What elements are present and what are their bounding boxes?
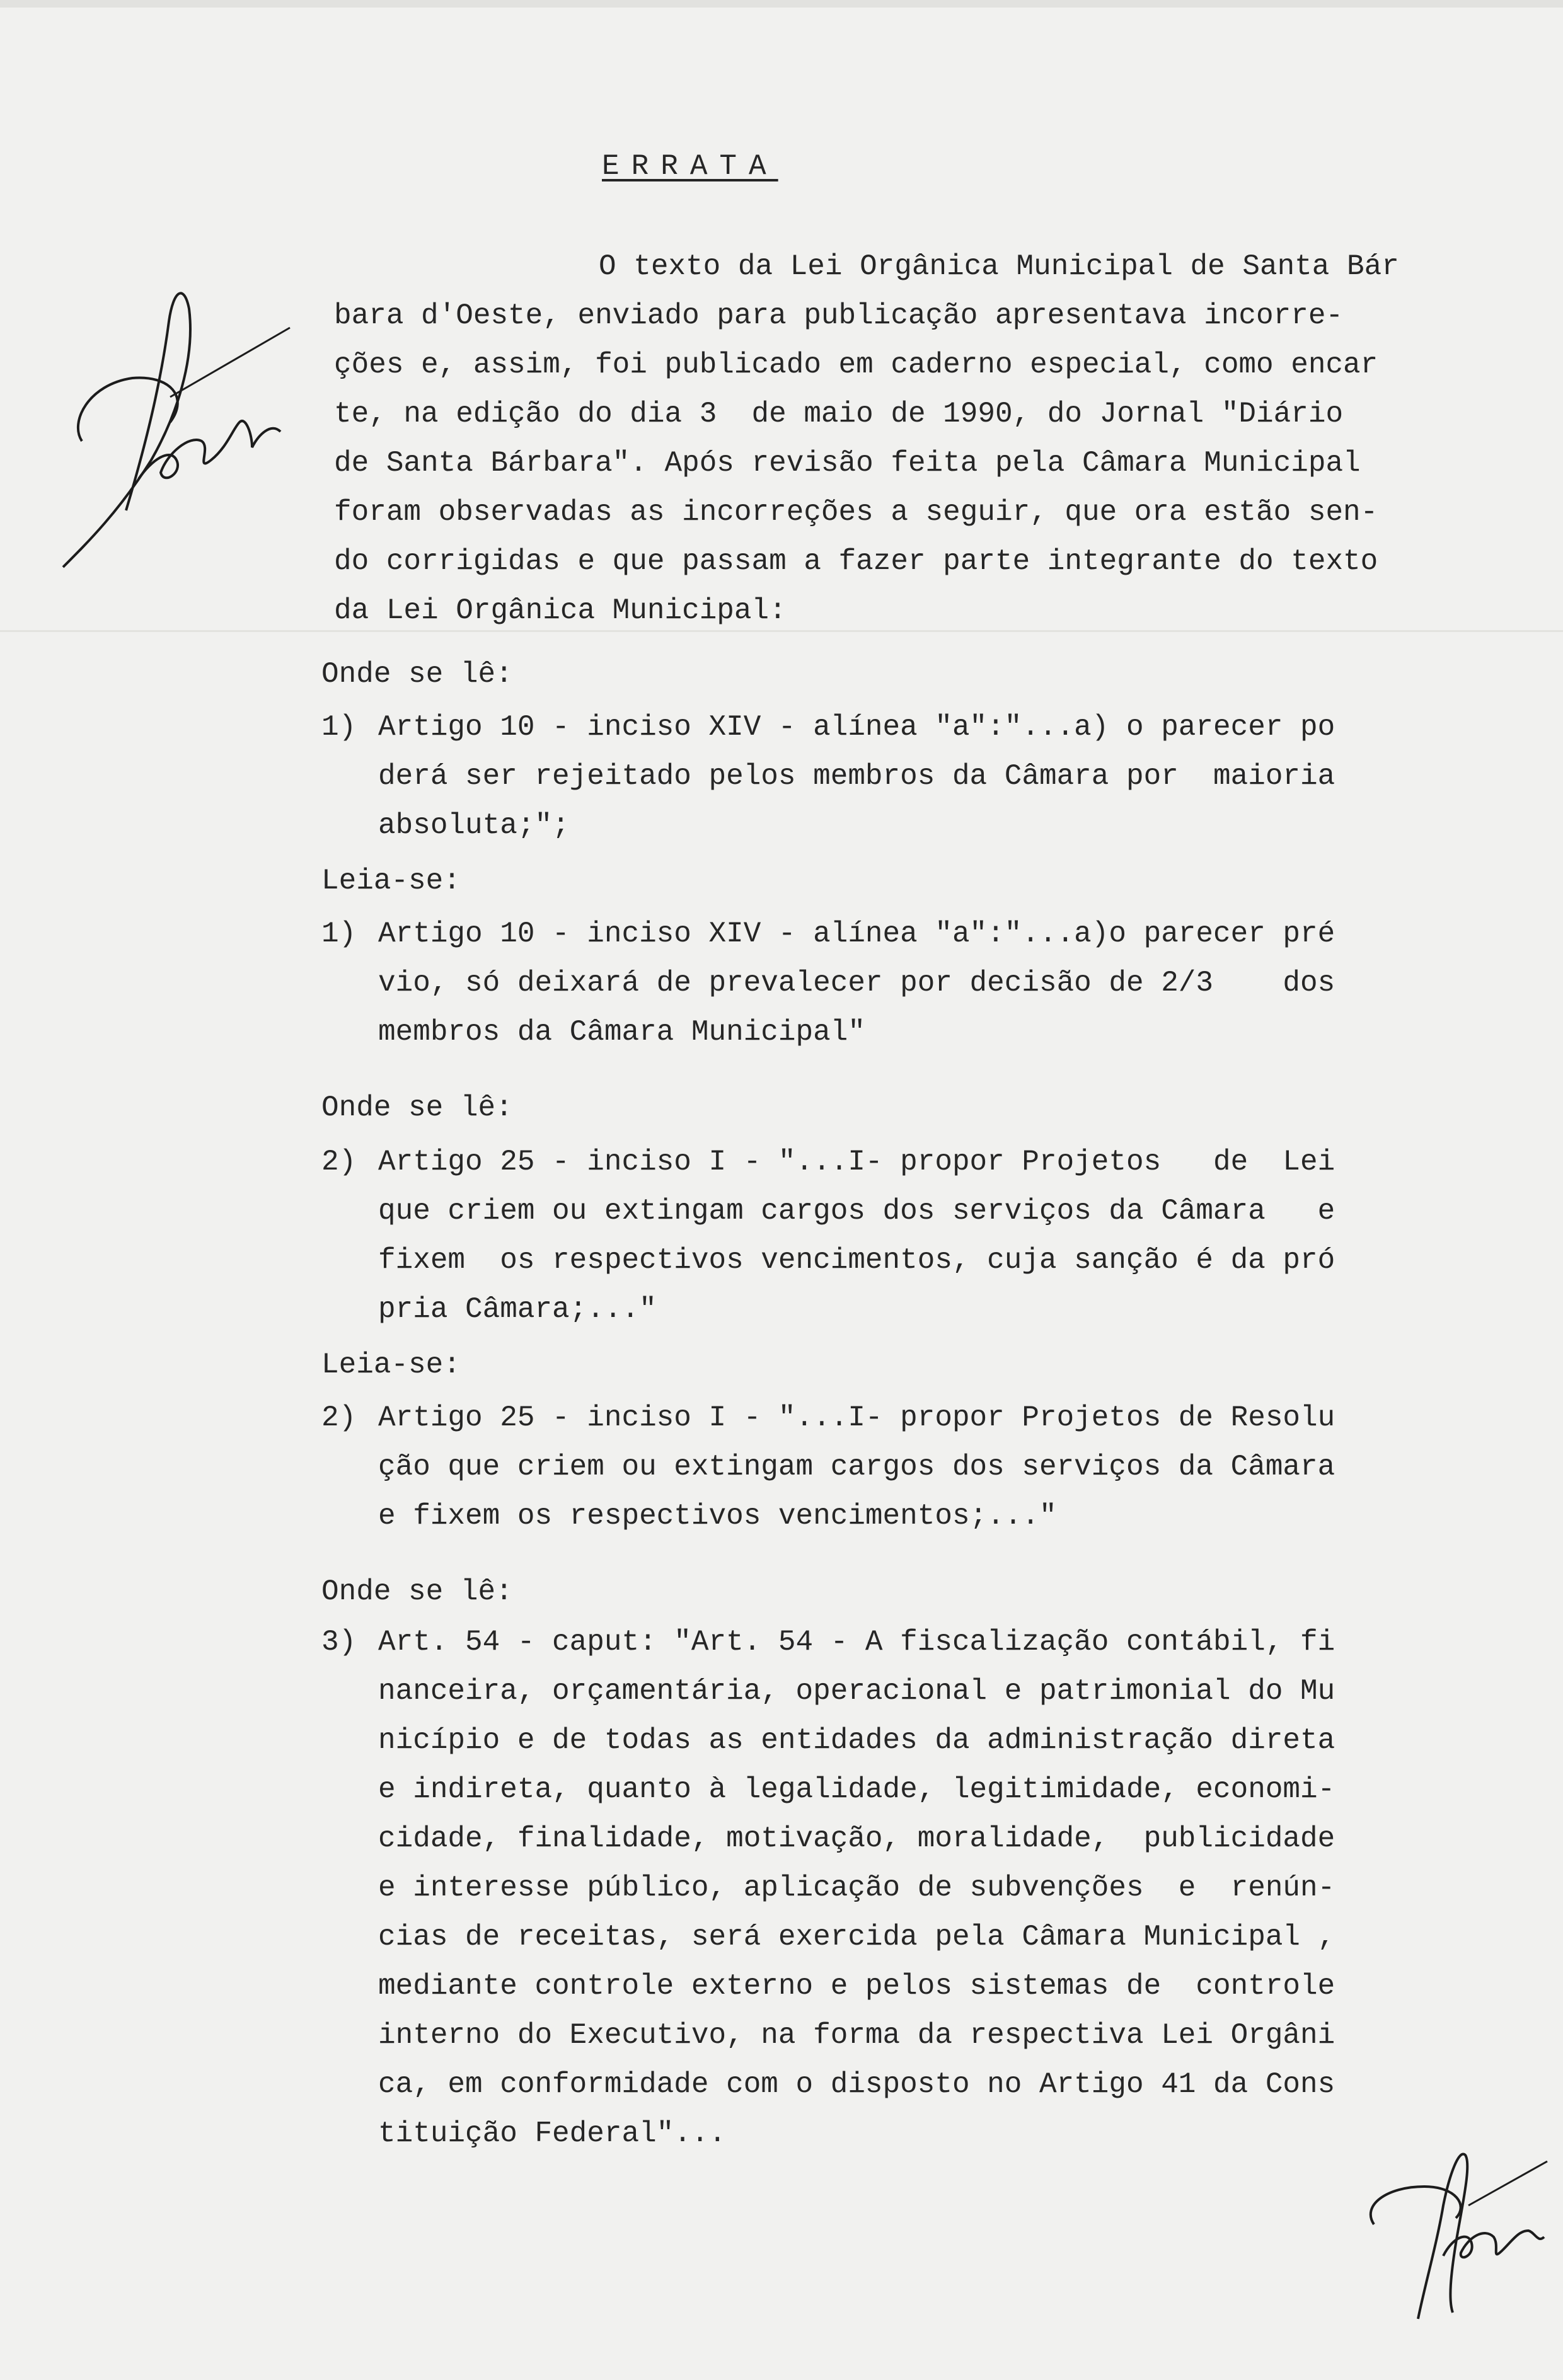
item-text-line: cias de receitas, será exercida pela Câmara Municipal , bbox=[378, 1921, 1335, 1953]
page-top-edge bbox=[0, 0, 1563, 8]
signature-left-margin bbox=[44, 271, 309, 573]
item-text-line: ca, em conformidade com o disposto no Artigo 41 da Cons bbox=[378, 2068, 1335, 2101]
item-text-line: absoluta;"; bbox=[378, 809, 570, 842]
leia-se-label: Leia-se: bbox=[321, 865, 461, 897]
item-number: 3) bbox=[321, 1626, 357, 1659]
item-number: 2) bbox=[321, 1401, 357, 1434]
item-text-line: e indireta, quanto à legalidade, legitimidade, economi- bbox=[378, 1773, 1335, 1806]
intro-line: O texto da Lei Orgânica Municipal de Santa Bár bbox=[599, 250, 1399, 283]
intro-line: da Lei Orgânica Municipal: bbox=[334, 594, 787, 627]
item-text-line: e interesse público, aplicação de subvenções e renún- bbox=[378, 1871, 1335, 1904]
document-title: ERRATA bbox=[602, 150, 778, 183]
item-text-line: membros da Câmara Municipal" bbox=[378, 1016, 865, 1049]
item-text-line: tituição Federal"... bbox=[378, 2117, 727, 2150]
onde-se-le-label: Onde se lê: bbox=[321, 658, 513, 691]
intro-line: ções e, assim, foi publicado em caderno especial, como encar bbox=[334, 348, 1378, 381]
item-text-line: nicípio e de todas as entidades da administração direta bbox=[378, 1724, 1335, 1757]
onde-se-le-label: Onde se lê: bbox=[321, 1091, 513, 1124]
item-text-line: nanceira, orçamentária, operacional e patrimonial do Mu bbox=[378, 1675, 1335, 1708]
intro-line: te, na edição do dia 3 de maio de 1990, do Jornal "Diário bbox=[334, 398, 1344, 430]
item-text-line: Artigo 25 - inciso I - "...I- propor Projetos de Resolu bbox=[378, 1401, 1335, 1434]
item-text-line: Artigo 10 - inciso XIV - alínea "a":"...a)o parecer pré bbox=[378, 917, 1335, 950]
onde-se-le-label: Onde se lê: bbox=[321, 1575, 513, 1608]
item-number: 1) bbox=[321, 917, 357, 950]
item-text-line: interno do Executivo, na forma da respectiva Lei Orgâni bbox=[378, 2019, 1335, 2052]
item-text-line: mediante controle externo e pelos sistemas de controle bbox=[378, 1970, 1335, 2003]
item-number: 1) bbox=[321, 711, 357, 744]
leia-se-label: Leia-se: bbox=[321, 1348, 461, 1381]
item-text-line: que criem ou extingam cargos dos serviços da Câmara e bbox=[378, 1195, 1335, 1227]
intro-line: de Santa Bárbara". Após revisão feita pela Câmara Municipal bbox=[334, 447, 1361, 480]
item-text-line: Artigo 10 - inciso XIV - alínea "a":"...a) o parecer po bbox=[378, 711, 1335, 744]
item-text-line: pria Câmara;..." bbox=[378, 1293, 657, 1326]
item-text-line: derá ser rejeitado pelos membros da Câmara por maioria bbox=[378, 760, 1335, 793]
item-text-line: e fixem os respectivos vencimentos;..." bbox=[378, 1500, 1057, 1532]
item-text-line: Art. 54 - caput: "Art. 54 - A fiscalização contábil, fi bbox=[378, 1626, 1335, 1659]
intro-line: do corrigidas e que passam a fazer parte integrante do texto bbox=[334, 545, 1378, 578]
item-text-line: ção que criem ou extingam cargos dos serviços da Câmara bbox=[378, 1451, 1335, 1483]
intro-line: foram observadas as incorreções a seguir, que ora estão sen- bbox=[334, 496, 1378, 529]
item-text-line: Artigo 25 - inciso I - "...I- propor Projetos de Lei bbox=[378, 1146, 1335, 1178]
item-text-line: fixem os respectivos vencimentos, cuja sanção é da pró bbox=[378, 1244, 1335, 1277]
intro-line: bara d'Oeste, enviado para publicação apresentava incorre- bbox=[334, 299, 1344, 332]
item-text-line: cidade, finalidade, motivação, moralidade, publicidade bbox=[378, 1822, 1335, 1855]
signature-bottom-right bbox=[1349, 2136, 1550, 2325]
paper-fold-line bbox=[0, 630, 1563, 632]
item-text-line: vio, só deixará de prevalecer por decisão de 2/3 dos bbox=[378, 967, 1335, 999]
item-number: 2) bbox=[321, 1146, 357, 1178]
